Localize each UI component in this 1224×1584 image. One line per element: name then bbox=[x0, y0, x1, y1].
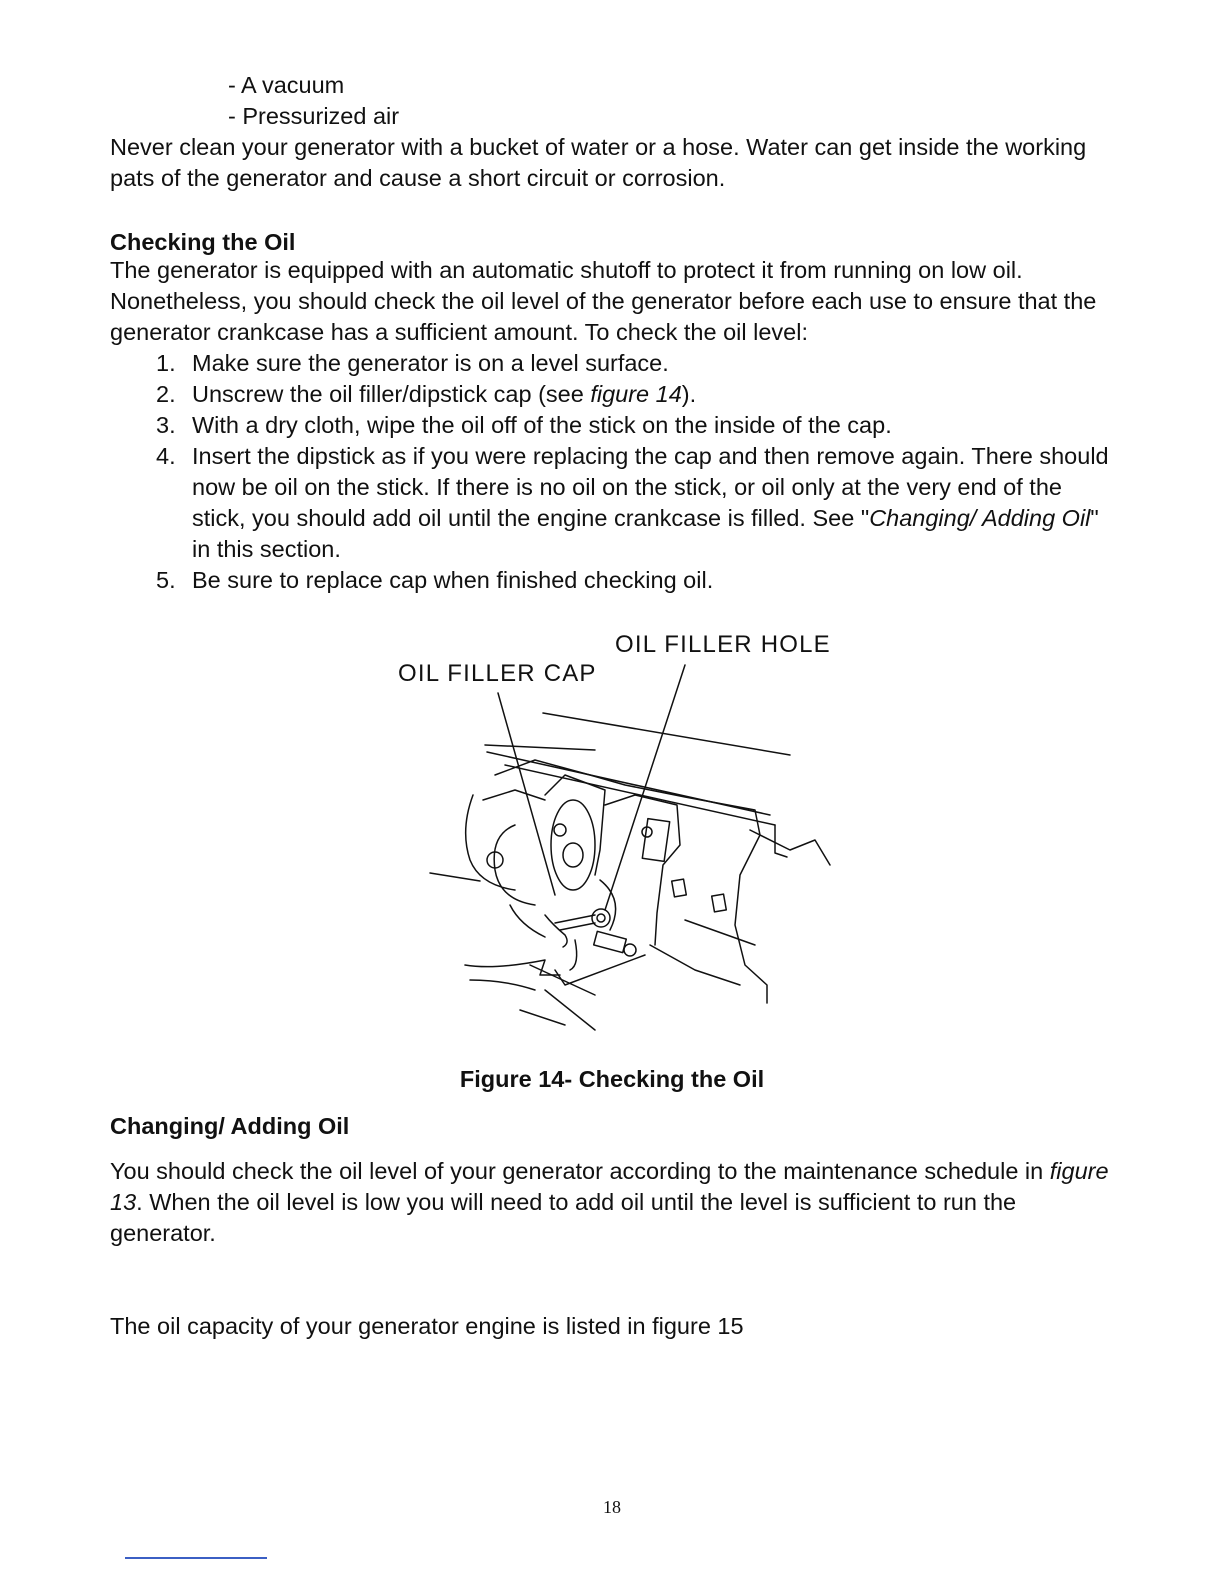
section-reference: Changing/ Adding Oil bbox=[869, 505, 1091, 531]
checking-oil-paragraph: The generator is equipped with an automatic shutoff to protect it from running on low oil. Nonetheless, you should check the oil level of the generator before each use to ensure that the generator crankcase has a sufficient amount. To check the oil level: bbox=[110, 257, 1097, 345]
step-item bbox=[110, 410, 1110, 441]
oil-filler-cap-label: OIL FILLER CAP bbox=[398, 660, 597, 687]
step-item bbox=[110, 441, 1110, 565]
cleaning-warning-paragraph: Never clean your generator with a bucket of water or a hose. Water can get inside the working pats of the generator and cause a short circuit or corrosion. bbox=[110, 134, 1087, 191]
generator-engine-illustration bbox=[395, 625, 845, 1045]
step-text: " in this section. bbox=[192, 505, 1099, 562]
oil-check-figure bbox=[395, 625, 845, 1045]
step-item bbox=[110, 565, 1110, 596]
oil-filler-hole-label: OIL FILLER HOLE bbox=[615, 631, 831, 658]
step-text: ). bbox=[681, 381, 697, 407]
step-number: 5. bbox=[156, 567, 176, 593]
figure-reference: figure 13 bbox=[110, 1158, 1109, 1215]
step-item bbox=[110, 348, 1110, 379]
paragraph-text: . When the oil level is low you will need to add oil until the level is sufficient to run the generator. bbox=[110, 1189, 1017, 1246]
step-number: 2. bbox=[156, 381, 176, 407]
oil-capacity-paragraph: The oil capacity of your generator engine is listed in figure 15 bbox=[110, 1313, 744, 1339]
step-number: 1. bbox=[156, 350, 176, 376]
checking-oil-steps bbox=[110, 348, 1110, 596]
changing-oil-heading: Changing/ Adding Oil bbox=[110, 1113, 350, 1139]
list-item: - A vacuum bbox=[228, 72, 345, 98]
step-text: Unscrew the oil filler/dipstick cap (see bbox=[192, 381, 591, 407]
cleaning-method-list bbox=[228, 70, 399, 132]
step-item bbox=[110, 379, 1110, 410]
footer-rule bbox=[125, 1557, 267, 1559]
step-text: Be sure to replace cap when finished checking oil. bbox=[192, 567, 714, 593]
figure-caption: Figure 14- Checking the Oil bbox=[459, 1066, 765, 1092]
changing-oil-paragraph bbox=[110, 1156, 1110, 1249]
figure-reference: figure 14 bbox=[590, 381, 682, 407]
step-text: Make sure the generator is on a level surface. bbox=[192, 350, 669, 376]
step-text: Insert the dipstick as if you were replacing the cap and then remove again. There should now be oil on the stick. If there is no oil on the stick, or oil only at the very end of the stick, you should add oil until the engine crankcase is filled. See " bbox=[192, 443, 1109, 531]
page-number: 18 bbox=[603, 1497, 621, 1517]
paragraph-text: You should check the oil level of your generator according to the maintenance schedule in bbox=[110, 1158, 1050, 1184]
list-item: - Pressurized air bbox=[228, 103, 400, 129]
step-number: 4. bbox=[156, 443, 176, 469]
step-text: With a dry cloth, wipe the oil off of the stick on the inside of the cap. bbox=[192, 412, 892, 438]
step-number: 3. bbox=[156, 412, 176, 438]
checking-oil-heading: Checking the Oil bbox=[110, 229, 296, 255]
